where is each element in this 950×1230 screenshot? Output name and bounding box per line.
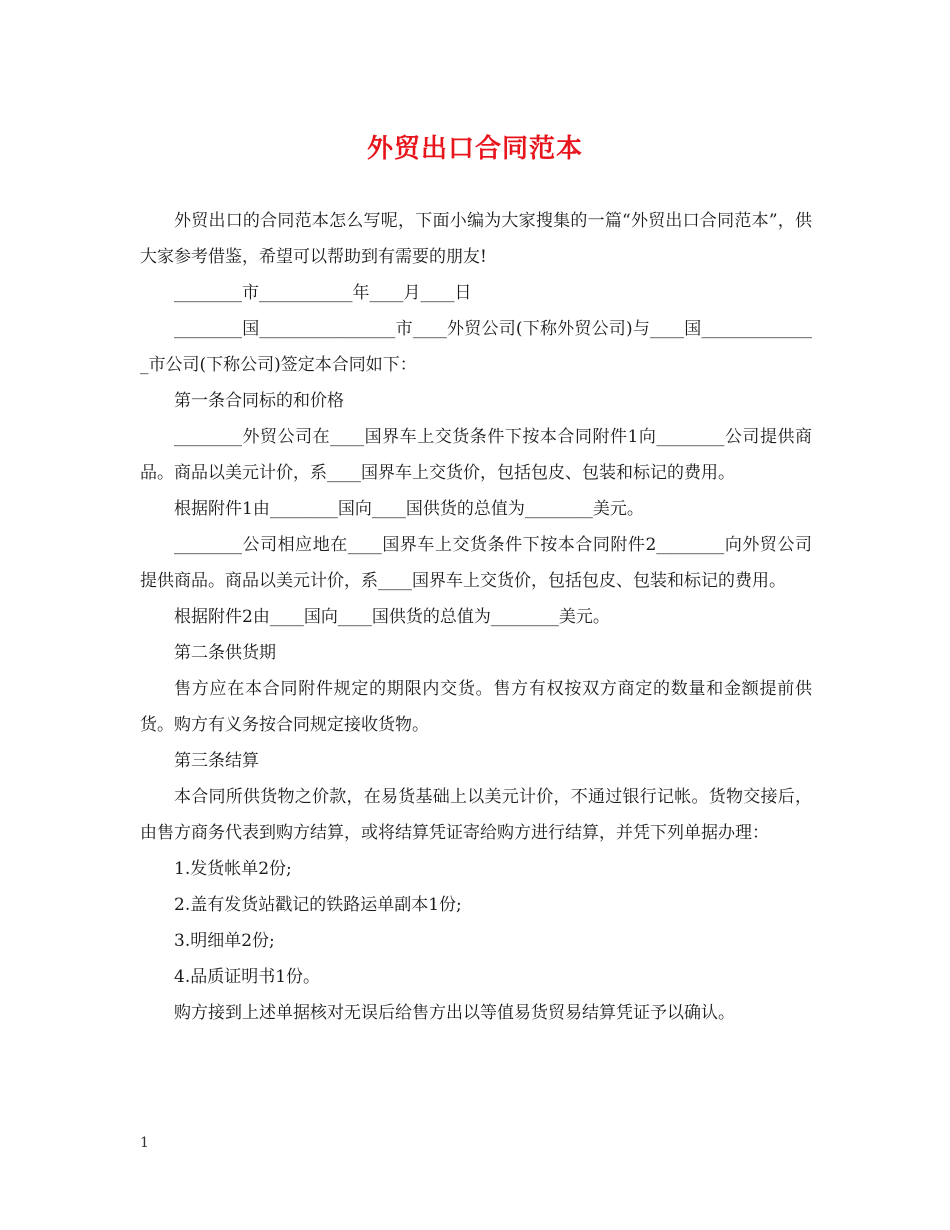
- article-3-heading: 第三条结算: [174, 751, 259, 771]
- paragraph-confirmation: 购方接到上述单据核对无误后给售方出以等值易货贸易结算凭证予以确认。: [174, 1003, 735, 1023]
- document-body: [140, 203, 812, 1031]
- list-item-2: 2.盖有发货站戳记的铁路运单副本1份;: [174, 895, 462, 915]
- list-item-1: 1.发货帐单2份;: [174, 859, 292, 879]
- paragraph-article-1-c: ________公司相应地在____国界车上交货条件下按本合同附件2________向外贸公司提供商品。商品以美元计价，系____国界车上交货价，包括包皮、包装和标记的费用。: [140, 535, 812, 591]
- paragraph-date-line: ________市___________年____月____日: [174, 283, 472, 303]
- paragraph-article-1-b: 根据附件1由________国向____国供货的总值为________美元。: [174, 499, 644, 519]
- article-1-heading: 第一条合同标的和价格: [174, 391, 344, 411]
- article-2-heading: 第二条供货期: [174, 643, 276, 663]
- paragraph-article-1-a: ________外贸公司在____国界车上交货条件下按本合同附件1向________公司提供商品。商品以美元计价，系____国界车上交货价，包括包皮、包装和标记的费用。: [140, 427, 812, 483]
- list-item-3: 3.明细单2份;: [174, 931, 275, 951]
- paragraph-article-1-d: 根据附件2由____国向____国供货的总值为________美元。: [174, 607, 610, 627]
- paragraph-parties: ________国________________市____外贸公司(下称外贸公司)与____国______________市公司(下称公司)签定本合同如下：: [140, 319, 812, 375]
- list-item-4: 4.品质证明书1份。: [174, 967, 321, 987]
- document-title: 外贸出口合同范本: [366, 134, 583, 164]
- paragraph-article-3: 本合同所供货物之价款，在易货基础上以美元计价，不通过银行记帐。货物交接后，由售方商务代表到购方结算，或将结算凭证寄给购方进行结算，并凭下列单据办理：: [140, 787, 812, 843]
- paragraph-intro: 外贸出口的合同范本怎么写呢，下面小编为大家搜集的一篇“外贸出口合同范本”，供大家参考借鉴，希望可以帮助到有需要的朋友!: [140, 211, 812, 267]
- paragraph-article-2: 售方应在本合同附件规定的期限内交货。售方有权按双方商定的数量和金额提前供货。购方有义务按合同规定接收货物。: [140, 679, 812, 735]
- page-number: 1: [140, 1135, 149, 1151]
